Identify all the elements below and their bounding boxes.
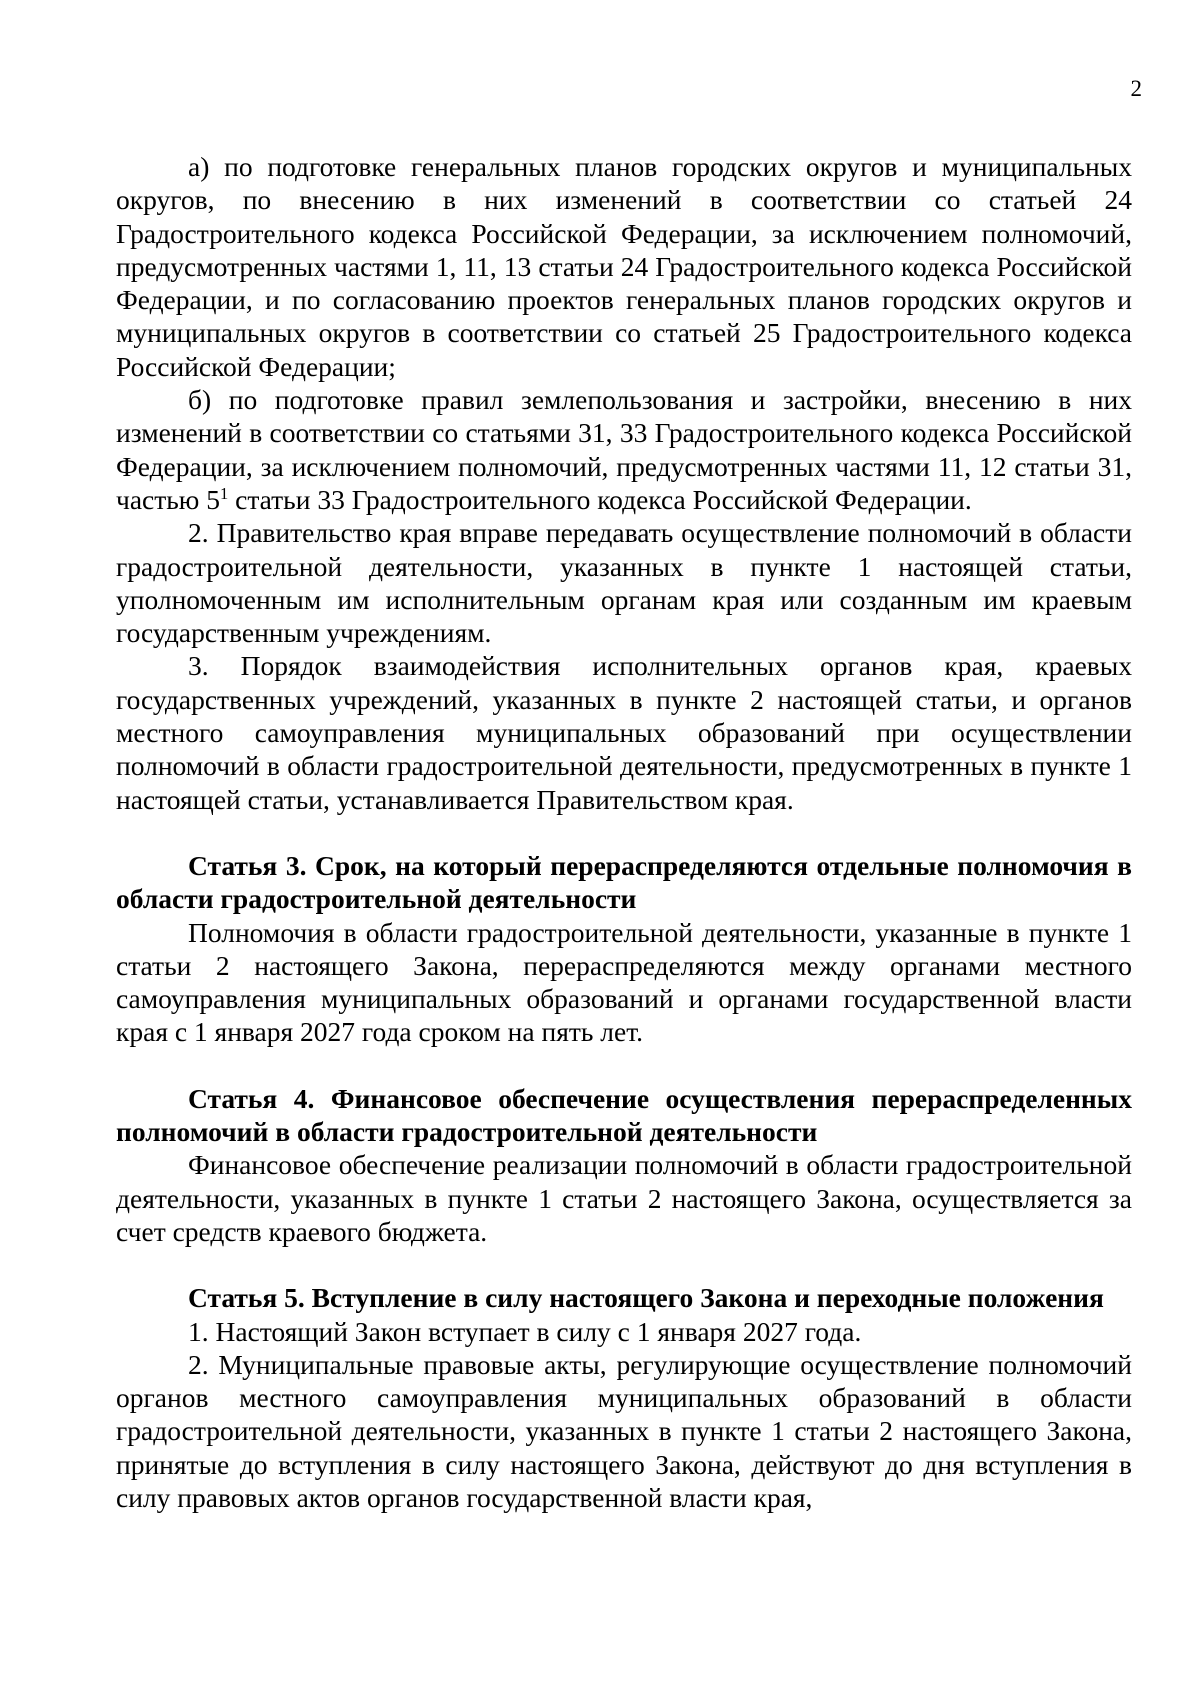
article2-point-3: 3. Порядок взаимодействия исполнительных органов края, краевых государственных учреждений, указанных в пункте 2 настоящей статьи, и органов местного самоуправления муниципальных образований при осуществлении полномочий в области градостроительной деятельности, предусмотренных в пункте 1 настоящей статьи, устанавливается Правительством края. (116, 650, 1132, 815)
article2-item-b-superscript: 1 (219, 483, 229, 503)
document-body (116, 150, 1132, 1514)
article2-item-a: а) по подготовке генеральных планов городских округов и муниципальных округов, по внесению в них изменений в соответствии со статьей 24 Градостроительного кодекса Российской Федерации, за исключением полномочий, предусмотренных частями 1, 11, 13 статьи 24 Градостроительного кодекса Российской Федерации, и по согласованию проектов генеральных планов городских округов и муниципальных округов в соответствии со статьей 25 Градостроительного кодекса Российской Федерации; (116, 151, 1132, 382)
spacer (116, 1049, 1132, 1082)
page-number: 2 (1130, 76, 1142, 101)
article5-point-1: 1. Настоящий Закон вступает в силу с 1 января 2027 года. (188, 1315, 862, 1347)
article5-point-2: 2. Муниципальные правовые акты, регулирующие осуществление полномочий органов местного самоуправления муниципальных образований в области градостроительной деятельности, указанных в пункте 1 статьи 2 настоящего Закона, принятые до вступления в силу настоящего Закона, действуют до дня вступления в силу правовых актов органов государственной власти края, (116, 1348, 1132, 1513)
article4-text: Финансовое обеспечение реализации полномочий в области градостроительной деятельности, указанных в пункте 1 статьи 2 настоящего Закона, осуществляется за счет средств краевого бюджета. (116, 1149, 1132, 1247)
article2-point-2: 2. Правительство края вправе передавать осуществление полномочий в области градостроительной деятельности, указанных в пункте 1 настоящей статьи, уполномоченным им исполнительным органам края или созданным им краевым государственным учреждениям. (116, 517, 1132, 649)
article3-text: Полномочия в области градостроительной деятельности, указанные в пункте 1 статьи 2 настоящего Закона, перераспределяются между органами местного самоуправления муниципальных образований и органами государственной власти края с 1 января 2027 года сроком на пять лет. (116, 916, 1132, 1048)
spacer (116, 1248, 1132, 1281)
spacer (116, 816, 1132, 849)
article2-item-b (116, 383, 1132, 516)
article4-heading: Статья 4. Финансовое обеспечение осуществления перераспределенных полномочий в области градостроительной деятельности (116, 1082, 1132, 1148)
article5-heading: Статья 5. Вступление в силу настоящего Закона и переходные положения (188, 1282, 1104, 1314)
article3-heading: Статья 3. Срок, на который перераспределяются отдельные полномочия в области градостроительной деятельности (116, 849, 1132, 915)
article2-item-b-text-end: статьи 33 Градостроительного кодекса Российской Федерации. (228, 483, 972, 515)
article2-item-b-text: б) по подготовке правил землепользования и застройки, внесению в них изменений в соответствии со статьями 31, 33 Градостроительного кодекса Российской Федерации, за исключением полномочий, предусмотренных частями 11, 12 статьи 31, частью 5 (116, 384, 1132, 515)
